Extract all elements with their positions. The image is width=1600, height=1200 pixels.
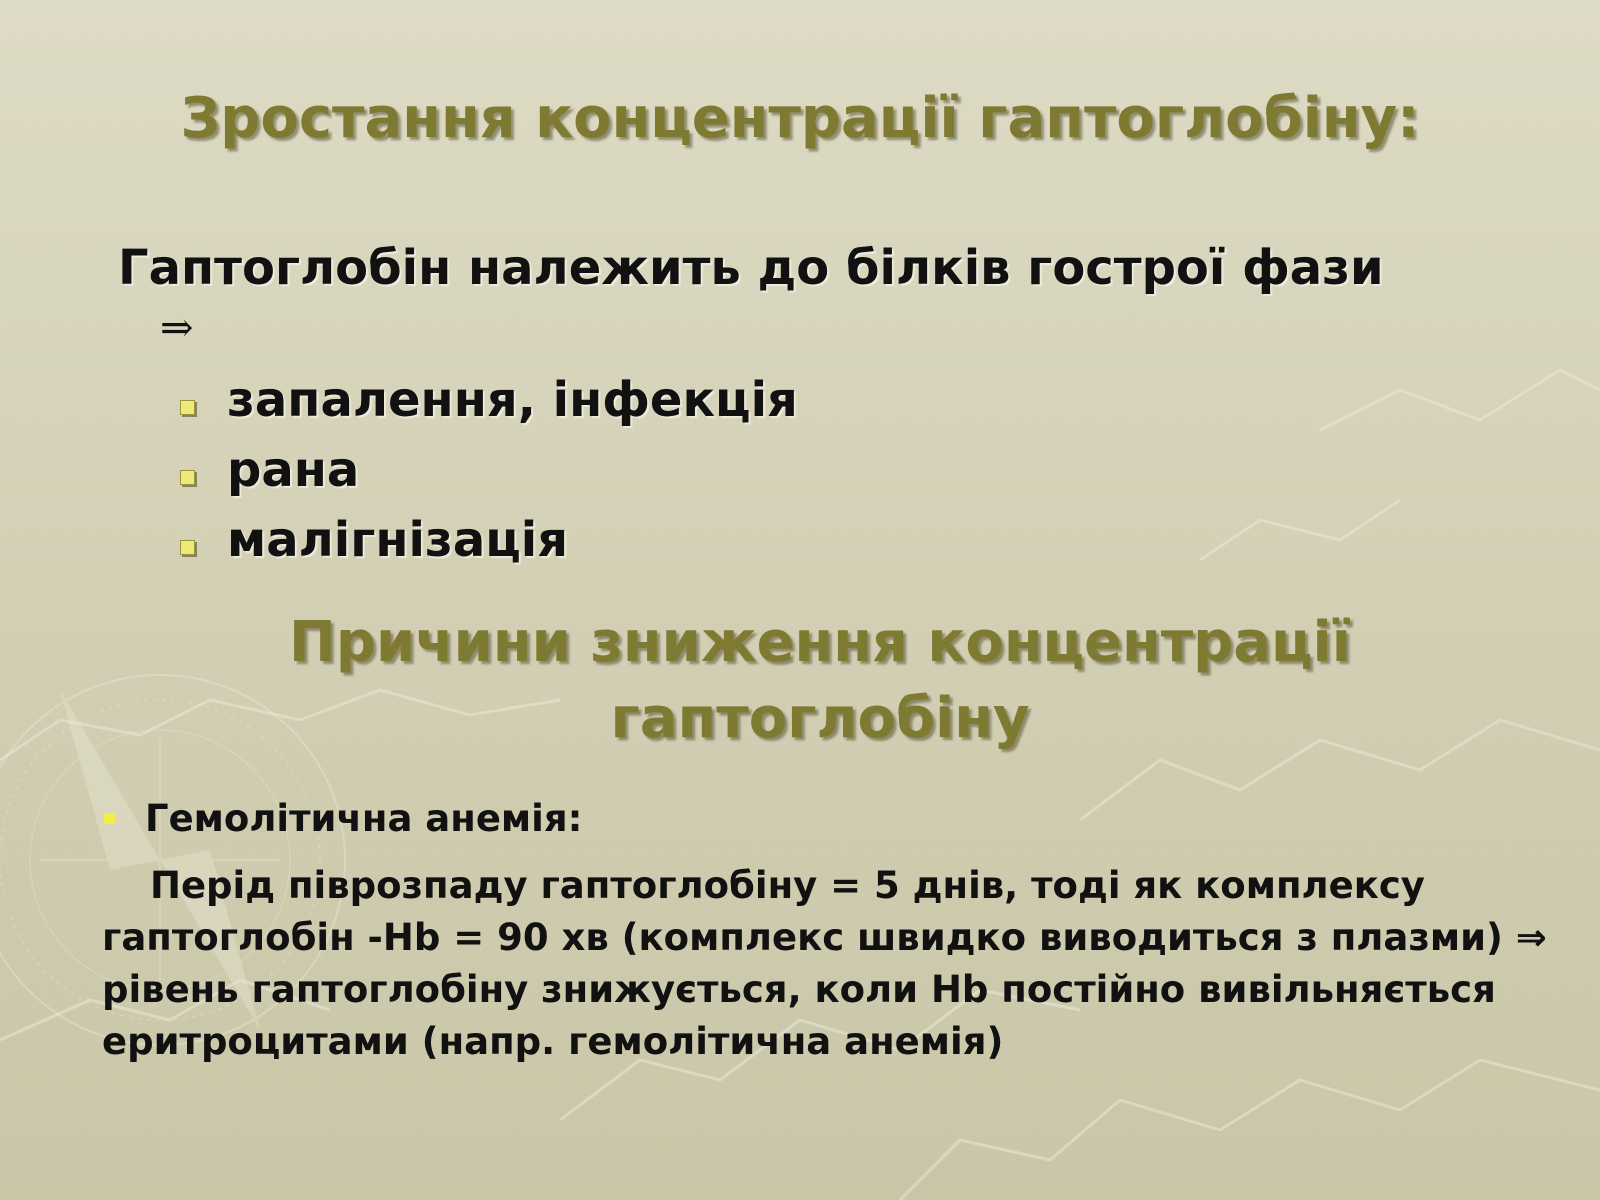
title-line-1: Причини зниження концентрації [289,610,1351,675]
list-item [180,435,798,505]
slide-title-decrease [20,605,1600,757]
square-bullet-icon [180,470,195,485]
title-line-2: гаптоглобіну [610,686,1030,751]
list-item-text: запалення, інфекція [227,372,798,428]
increase-causes-list [180,365,798,575]
square-bullet-icon [180,540,195,555]
intro-text: Гаптоглобін належить до білків гострої фази [118,240,1384,296]
list-item-text: малігнізація [227,512,569,568]
square-bullet-icon [180,400,195,415]
slide-title-increase: Зростання концентрації гаптоглобіну: [180,86,1420,151]
list-item-text: рана [227,442,360,498]
hemolytic-anemia-item [104,797,582,840]
sub-heading: Гемолітична анемія: [145,797,583,840]
half-life-paragraph: Перід піврозпаду гаптоглобіну = 5 днів, тоді як комплексу гаптоглобін -Hb = 90 хв (комплекс швидко виводиться з плазми) ⇒ рівень гаптоглобіну знижується, коли Hb постійно вивільняється еритроцитами (напр. гемолітична анемія) [102,864,1547,1063]
list-item [180,505,798,575]
implies-arrow-icon: ⇒ [160,305,194,351]
square-bullet-icon [104,813,115,824]
list-item [180,365,798,435]
